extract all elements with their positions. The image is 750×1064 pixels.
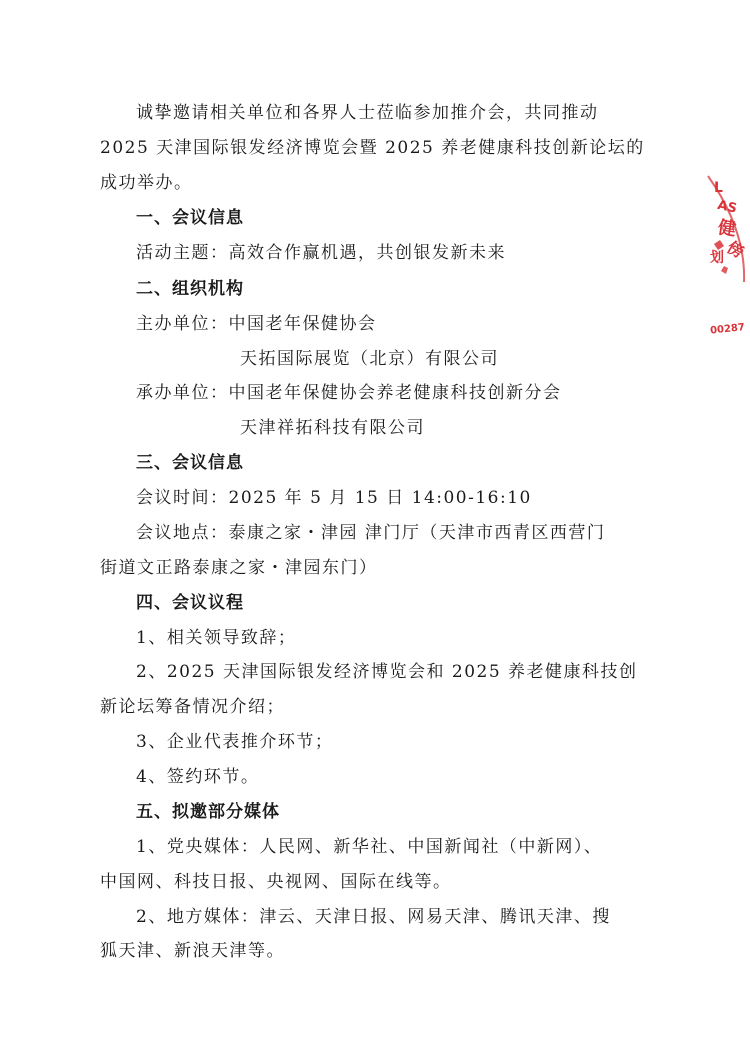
section-2-heading: 二、组织机构 [136,279,244,299]
organizer-unit-2: 天津祥拓科技有限公司 [240,418,425,438]
media-item-2-line-2: 狐天津、新浪天津等。 [100,941,285,961]
media-item-2-line-1: 2、地方媒体：津云、天津日报、网易天津、腾讯天津、搜 [136,907,611,927]
event-theme: 活动主题：高效合作赢机遇，共创银发新未来 [136,243,506,263]
intro-line-2: 2025 天津国际银发经济博览会暨 2025 养老健康科技创新论坛的 [100,138,645,158]
agenda-item-4: 4、签约环节。 [136,767,260,787]
meeting-time: 会议时间：2025 年 5 月 15 日 14:00-16:10 [136,488,532,508]
intro-line-1: 诚挚邀请相关单位和各界人士莅临参加推介会，共同推动 [136,103,599,123]
section-3-heading: 三、会议信息 [136,453,244,473]
agenda-item-2-line-1: 2、2025 天津国际银发经济博览会和 2025 养老健康科技创 [136,662,638,682]
agenda-item-1: 1、相关领导致辞； [136,628,297,648]
host-unit-2: 天拓国际展览（北京）有限公司 [240,349,499,369]
svg-text:健: 健 [716,216,738,241]
agenda-item-3: 3、企业代表推介环节； [136,732,334,752]
media-item-1-line-1: 1、党央媒体：人民网、新华社、中国新闻社（中新网）、 [136,837,603,857]
meeting-place-line-1: 会议地点：泰康之家・津园 津门厅（天津市西青区西营门 [136,523,606,543]
svg-text:00287: 00287 [709,322,746,337]
meeting-place-line-2: 街道文正路泰康之家・津园东门） [100,558,378,578]
seal-icon [706,170,750,350]
host-unit: 主办单位：中国老年保健协会 [136,314,377,334]
section-4-heading: 四、会议议程 [136,593,244,613]
organizer-unit: 承办单位：中国老年保健协会养老健康科技创新分会 [136,383,562,403]
intro-line-3: 成功举办。 [100,173,193,193]
official-seal-stamp [706,170,750,350]
media-item-1-line-2: 中国网、科技日报、央视网、国际在线等。 [100,872,452,892]
section-5-heading: 五、拟邀部分媒体 [136,802,280,822]
svg-text:L: L [714,180,723,196]
svg-text:AS: AS [716,197,739,217]
agenda-item-2-line-2: 新论坛筹备情况介绍； [100,697,285,717]
section-1-heading: 一、会议信息 [136,208,244,228]
svg-text:划: 划 [710,250,724,266]
svg-text:傍: 傍 [723,237,748,262]
